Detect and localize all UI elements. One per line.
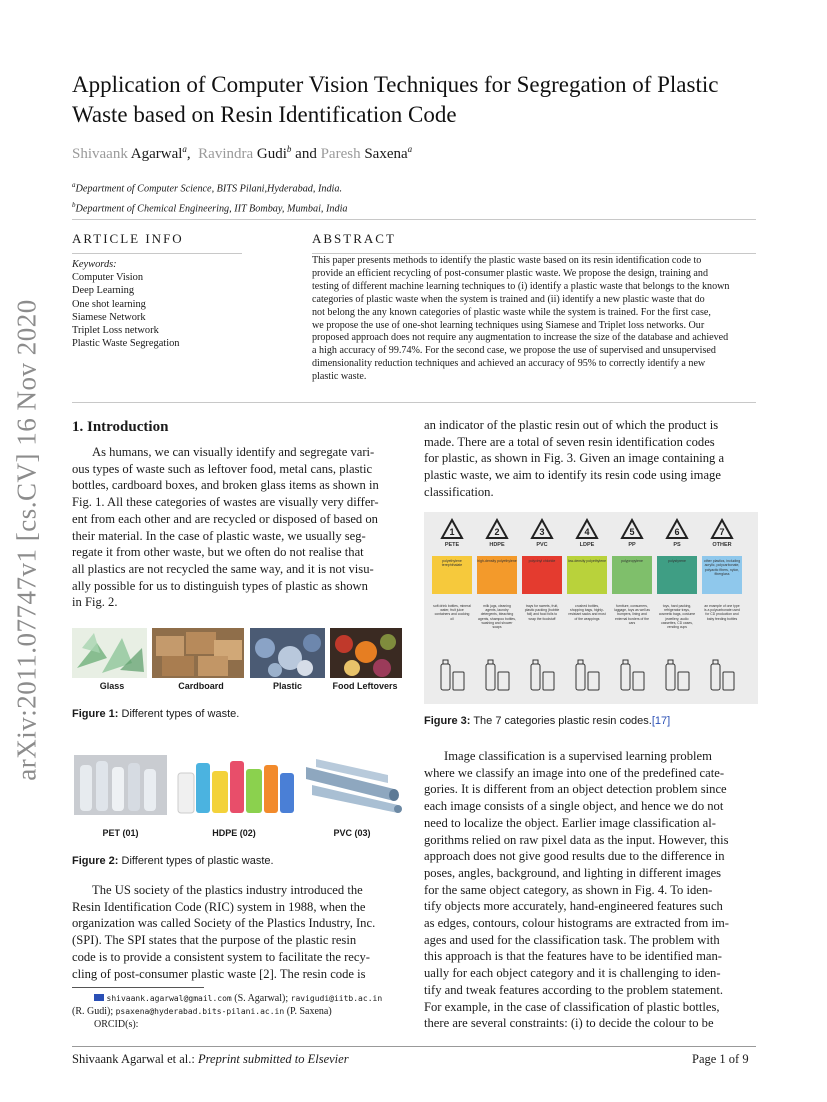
author-2-sup: b (286, 144, 292, 154)
fig1-label-food: Food Leftovers (332, 681, 398, 691)
resin-usage-text: furniture, consumers, luggage, toys as well as bumpers, lining and external borders of the cars (614, 604, 650, 625)
text-line: need to localize the object. Earlier image classification al- (424, 815, 716, 830)
text-line: organization was called Society of the Plastics Industry, Inc. (72, 916, 376, 931)
resin-code-other (701, 512, 743, 704)
text-line: Fig. 1. All these categories of wastes are visually very differ- (72, 495, 379, 510)
text-line: ent from each other and are recycled or disposed of based on (72, 511, 378, 526)
keywords-label: Keywords: (72, 259, 117, 270)
text-line: The US society of the plastics industry introduced the (92, 883, 363, 897)
fig1-label-plastic: Plastic (272, 681, 303, 691)
orcid-label: ORCID(s): (94, 1019, 139, 1030)
resin-usage-text: an example of one type is a polycarbonate used for CD production and baby feeding bottles (704, 604, 740, 621)
product-outline-icon (572, 652, 602, 692)
affiliations (72, 177, 348, 218)
figure-3-caption (424, 715, 670, 727)
abstract-line: provide an efficient recycling of post-consumer plastic waste. We propose the design, training and (312, 267, 708, 279)
email-link-saxena[interactable]: psaxena@hyderabad.bits-pilani.ac.in (115, 1007, 285, 1016)
abstract-line: a high accuracy of 99.74%. For the second case, we propose the use of supervised and unsupervised (312, 345, 716, 357)
resin-material-name: low-density polyethylene (567, 559, 607, 563)
fig2-caption-label: Figure 2: (72, 855, 119, 867)
text-line: bottles, cardboard boxes, and broken glass items as shown in (72, 478, 379, 493)
resin-code-name: LDPE (579, 542, 595, 548)
product-outline-icon (437, 652, 467, 692)
keyword-item: Triplet Loss network (72, 325, 159, 337)
figure-2-caption (72, 855, 274, 867)
resin-color-band (657, 556, 697, 594)
resin-color-band (612, 556, 652, 594)
text-line: code is to provide a consistent system to facilitate the recy- (72, 949, 370, 964)
text-line: tify objects more accurately, hand-engineered features such (424, 899, 723, 914)
footnote-rule (72, 987, 204, 988)
text-line: cling of post-consumer plastic waste [2]. The resin code is (72, 966, 366, 981)
resin-code-name: PP (628, 542, 636, 548)
abstract-line: we propose the use of one-shot learning techniques using Siamese and Triplet loss networks. Our (312, 319, 705, 331)
figure-1-caption (72, 708, 239, 720)
abstract-bottom-rule (72, 402, 756, 403)
article-info-rule (72, 253, 242, 254)
product-outline-icon (527, 652, 557, 692)
abstract-line: This paper presents methods to identify the plastic waste based on its resin identification code to (312, 255, 702, 266)
keywords-block (72, 258, 179, 350)
footer-venue: Preprint submitted to Elsevier (198, 1052, 349, 1066)
header-rule (72, 219, 756, 220)
product-outline-icon (617, 652, 647, 692)
affil-2-sup: b (72, 201, 76, 210)
resin-code-name: PETE (444, 542, 460, 548)
resin-color-band (522, 556, 562, 594)
fig2-label-pet: PET (01) (102, 828, 139, 838)
recycle-triangle-icon (575, 518, 599, 540)
fig2-label-pvc: PVC (03) (333, 828, 371, 838)
text-line: ally possible for us to distinguish types of plastic as shown (72, 578, 368, 593)
text-line: As humans, we can visually identify and segregate vari- (92, 445, 375, 459)
abstract-line: not belong the any known categories of plastic waste while the system is trained. For the first case, (312, 306, 711, 318)
text-line: for plastic, as shown in Fig. 3. Given an image containing a (424, 451, 725, 466)
footer-rule (72, 1046, 756, 1047)
resin-code-name: HDPE (489, 542, 505, 548)
text-line: ually for each object category and it is challenging to iden- (424, 966, 721, 981)
resin-code-name: OTHER (712, 542, 732, 548)
text-line: ages and used for the classification task. The problem with (424, 932, 720, 947)
cardboard-photo (152, 628, 244, 678)
text-line: this approach is that the features have to be identified man- (424, 949, 722, 964)
text-line: Resin Identification Code (RIC) system in 1988, when the (72, 899, 366, 914)
and-word: and (295, 146, 317, 162)
intro-paragraph-2 (72, 882, 403, 982)
resin-material-name: polystyrene (668, 559, 686, 563)
resin-code-pp (611, 512, 653, 704)
abstract-line: testing of different machine learning techniques to (i) identify a plastic waste that belongs to the known (312, 280, 730, 292)
footnote-name-1: (S. Agarwal); (234, 993, 289, 1004)
abstract-line: categories of plastic waste when the system is trained and (ii) identify a new plastic waste that do (312, 293, 705, 305)
affil-1: Department of Computer Science, BITS Pilani,Hyderabad, India. (75, 183, 343, 195)
author-2-last: Gudi (256, 146, 287, 162)
author-2-first[interactable]: Ravindra (198, 146, 254, 162)
right-paragraph-2 (424, 748, 758, 1032)
food-leftovers-photo (330, 628, 402, 678)
title-line-2: Waste based on Resin Identification Code (72, 102, 457, 127)
fig1-caption-label: Figure 1: (72, 708, 119, 720)
resin-color-band (477, 556, 517, 594)
keyword-item: Computer Vision (72, 272, 144, 284)
glass-photo (72, 628, 147, 678)
product-outline-icon (707, 652, 737, 692)
author-3-last: Saxena (364, 146, 408, 162)
hdpe-bottles-photo (172, 755, 296, 815)
author-3-first[interactable]: Paresh (320, 146, 361, 162)
abstract-text (312, 255, 756, 384)
resin-material-name: polyvinyl chloride (528, 559, 556, 563)
footnote-name-3: (P. Saxena) (286, 1006, 332, 1017)
text-line: regate it from other waste, but we often do not realise that (72, 545, 364, 560)
fig1-label-cardboard: Cardboard (178, 681, 224, 691)
fig2-label-hdpe: HDPE (02) (212, 828, 256, 838)
resin-material-name: high-density polyethylene (477, 559, 517, 563)
text-line: in Fig. 2. (72, 595, 118, 610)
text-line: where we classify an image into one of the predefined cate- (424, 765, 725, 780)
footer-author: Shivaank Agarwal et al.: (72, 1052, 195, 1066)
resin-code-ldpe (566, 512, 608, 704)
author-1-last: Agarwal (130, 146, 183, 162)
resin-code-pete (431, 512, 473, 704)
text-line: (SPI). The SPI states that the purpose of the plastic resin (72, 933, 357, 948)
resin-code-number: 1 (449, 527, 455, 537)
pet-bottles-photo (74, 755, 167, 815)
text-line: each image consists of a single object, and hence we do not (424, 799, 724, 814)
fig1-caption-text: Different types of waste. (121, 708, 240, 720)
resin-code-name: PS (673, 542, 681, 548)
resin-code-number: 3 (539, 527, 545, 537)
intro-paragraph-1 (72, 444, 403, 611)
text-line: tify and tweak features according to the problem statement. (424, 982, 723, 997)
author-1-first[interactable]: Shivaank (72, 146, 128, 162)
keyword-item: One shot learning (72, 298, 146, 310)
page-number: Page 1 of 9 (692, 1052, 749, 1066)
affil-1-sup: a (72, 181, 76, 189)
recycle-triangle-icon (665, 518, 689, 540)
title-line-1: Application of Computer Vision Techniques for Segregation of Plastic (72, 72, 719, 97)
abstract-rule (312, 253, 756, 254)
footnote (72, 992, 407, 1031)
recycle-triangle-icon (440, 518, 464, 540)
text-line: an indicator of the plastic resin out of which the product is (424, 418, 719, 432)
recycle-triangle-icon (485, 518, 509, 540)
resin-usage-text: milk jugs, cleaning agents, laundry detergents, bleaching agents, shampoo bottles, washing and shower soaps (478, 604, 516, 630)
resin-code-chart (424, 512, 758, 704)
resin-code-number: 6 (674, 527, 680, 537)
keyword-item: Deep Learning (72, 285, 135, 297)
author-3-sup: a (407, 144, 413, 154)
fig2-caption-text: Different types of plastic waste. (121, 855, 274, 867)
right-paragraph-1 (424, 417, 758, 501)
product-outline-icon (482, 652, 512, 692)
email-link-gudi[interactable]: ravigudi@iitb.ac.in (290, 994, 383, 1003)
text-line: poses, angles, background, and lighting in different images (424, 865, 722, 880)
resin-color-band (432, 556, 472, 594)
resin-usage-text: crushed bottles, shopping bags, highly-resistant sacks and most of the wrappings (568, 604, 606, 621)
resin-code-number: 7 (719, 527, 725, 537)
resin-code-number: 2 (494, 527, 500, 537)
keyword-item: Plastic Waste Segregation (72, 338, 180, 350)
resin-color-band (567, 556, 607, 594)
paper-title (72, 70, 762, 130)
resin-usage-text: trays for sweets, fruit, plastic packing (bubble foil) and food foils to wrap the foodstuff (524, 604, 560, 621)
recycle-triangle-icon (620, 518, 644, 540)
pvc-pipes-photo (302, 755, 402, 815)
text-line: all plastics are not recycled the same way, and it is not visu- (72, 561, 374, 576)
resin-material-name: polypropylene (621, 559, 643, 563)
product-outline-icon (662, 652, 692, 692)
text-line: their material. In the case of plastic waste, we usually seg- (72, 528, 366, 543)
abstract-line: proposed approach does not require any augmentation to increase the size of the database and achieved (312, 332, 729, 344)
text-line: Image classification is a supervised learning problem (444, 749, 712, 763)
text-line: plastic waste, we aim to identify its resin code using image (424, 468, 721, 483)
footnote-name-2: (R. Gudi); (72, 1006, 114, 1017)
fig3-ref-link[interactable]: [17] (651, 715, 671, 727)
keyword-item: Siamese Network (72, 311, 146, 323)
footer-left (72, 1052, 349, 1067)
resin-code-name: PVC (536, 542, 548, 548)
abstract-line: plastic waste. (312, 371, 367, 383)
text-line: for the same object category, as shown in Fig. 4. To iden- (424, 882, 713, 897)
text-line: made. There are a total of seven resin identification codes (424, 434, 715, 449)
text-line: there are several constraints: (i) to decide the colour to be (424, 1016, 714, 1031)
resin-color-band (702, 556, 742, 594)
text-line: gorithms relied on raw pixel data as the input. However, this (424, 832, 729, 847)
resin-code-ps (656, 512, 698, 704)
envelope-icon (94, 994, 104, 1001)
arxiv-id: arXiv:2011.07747v1 [cs.CV] 16 Nov 2020 (11, 299, 42, 781)
text-line: For example, in the case of classification of plastic bottles, (424, 999, 720, 1014)
resin-code-number: 4 (584, 527, 590, 537)
fig1-label-glass: Glass (99, 681, 125, 691)
recycle-triangle-icon (530, 518, 554, 540)
email-link-agarwal[interactable]: shivaank.agarwal@gmail.com (106, 994, 232, 1003)
plastic-photo (250, 628, 325, 678)
author-1-sup: a (182, 144, 187, 154)
abstract-heading: ABSTRACT (312, 231, 396, 246)
author-list: Shivaank Agarwal$^a$, Ravindra Gudi$^b$ and Paresh Saxena$^a$ (72, 144, 413, 162)
fig3-caption-label: Figure 3: (424, 715, 471, 727)
resin-code-pvc (521, 512, 563, 704)
resin-usage-text: soft drink bottles, mineral water, fruit juice containers and cooking oil (433, 604, 471, 621)
text-line: gories. It is different from an object detection problem since (424, 782, 727, 797)
resin-material-name: polyethylene terephthalate (441, 559, 463, 568)
abstract-line: dimensionality reduction techniques and achieved an accuracy of 95% to correctly identify a new (312, 358, 706, 370)
text-line: ous types of waste such as leftover food, metal cans, plastic (72, 461, 373, 476)
fig3-caption-text: The 7 categories plastic resin codes. (473, 715, 652, 727)
section-heading-intro: 1. Introduction (72, 419, 169, 435)
article-info-heading: ARTICLE INFO (72, 231, 184, 246)
recycle-triangle-icon (710, 518, 734, 540)
text-line: as edges, contours, colour histograms are extracted from im- (424, 916, 729, 931)
text-line: classification. (424, 484, 494, 499)
resin-material-name: other plastics, including acrylic, polycarbonate, polyactic fibers, nylon, fiberglass (703, 559, 741, 576)
resin-code-number: 5 (629, 527, 635, 537)
resin-code-hdpe (476, 512, 518, 704)
affil-2: Department of Chemical Engineering, IIT Bombay, Mumbai, India (75, 203, 348, 215)
resin-usage-text: toys, hard packing, refrigerator trays, cosmetic bags, costume jewellery, audio cassettes, CD cases, vending cups (658, 604, 696, 630)
arxiv-stamp (4, 290, 50, 790)
text-line: approach does not give good results due to the difference in (424, 849, 725, 864)
